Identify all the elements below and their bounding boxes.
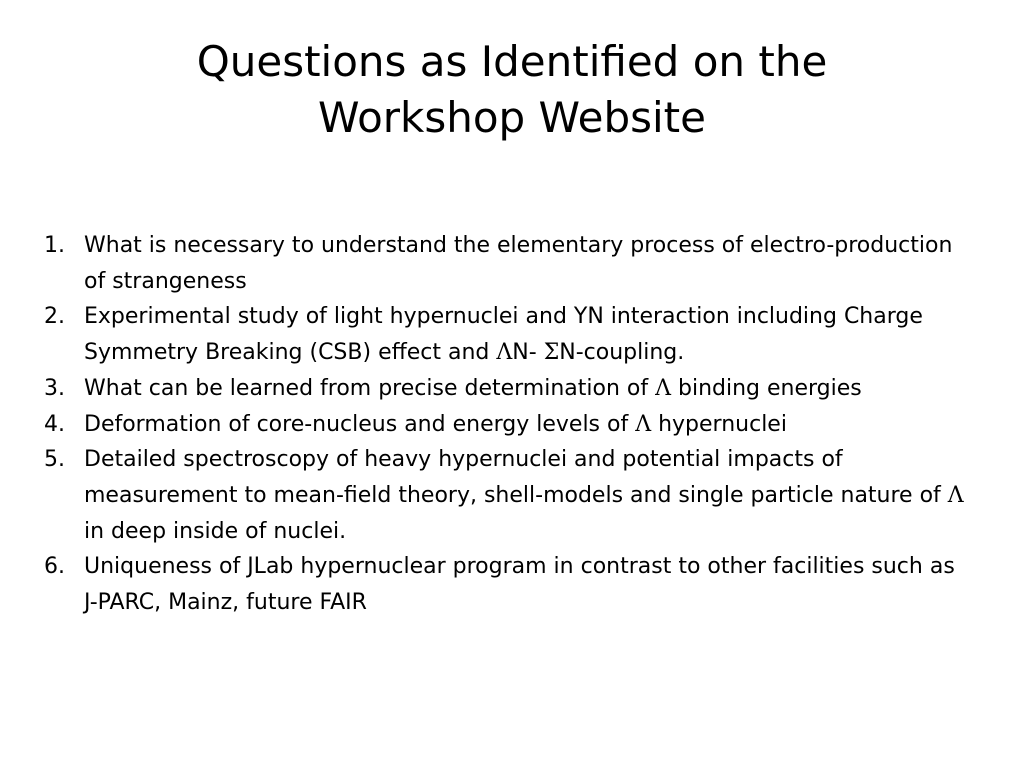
list-item-number: 6. [44,554,65,580]
list-item-text: Experimental study of light hypernuclei and YN interaction including Charge Symmetry Breaking (CSB) effect and [84,304,923,366]
list-item-text: in deep inside of nuclei. [84,518,347,544]
lambda-symbol: Λ [635,411,652,437]
list-item-text: N- [512,340,544,366]
slide-title [112,34,912,146]
list-item-text: Deformation of core-nucleus and energy levels of [84,411,636,437]
list-item [44,549,974,620]
lambda-symbol: Λ [655,375,671,401]
list-item-text: N-coupling. [559,340,685,366]
list-item-number: 4. [44,411,65,437]
lambda-symbol: Λ [947,482,964,508]
questions-list [44,228,974,621]
lambda-symbol: Λ [496,340,513,366]
list-item-text: Uniqueness of JLab hypernuclear program in contrast to other facilities such as J-PARC, Mainz, future FAIR [84,554,955,616]
list-item-number: 3. [44,375,65,401]
list-item [44,371,974,407]
slide-title-line-2: Workshop Website [318,93,706,142]
list-item-number: 2. [44,304,65,330]
list-item-number: 1. [44,233,65,258]
list-item [44,228,974,299]
slide-title-line-1: Questions as Identified on the [196,37,828,86]
list-item-text: What is necessary to understand the elementary process of electro-production of strangeness [84,233,953,294]
list-item-text: Detailed spectroscopy of heavy hypernuclei and potential impacts of measurement to mean-field theory, shell-models and single particle nature of [84,447,948,508]
list-item-text: hypernuclei [651,411,787,437]
sigma-symbol: Σ [543,340,560,366]
list-item-text: What can be learned from precise determination of [84,375,656,401]
list-item [44,407,974,443]
list-item-number: 5. [44,447,65,473]
list-item [44,299,974,370]
list-item [44,442,974,549]
list-item-text: binding energies [671,375,862,401]
